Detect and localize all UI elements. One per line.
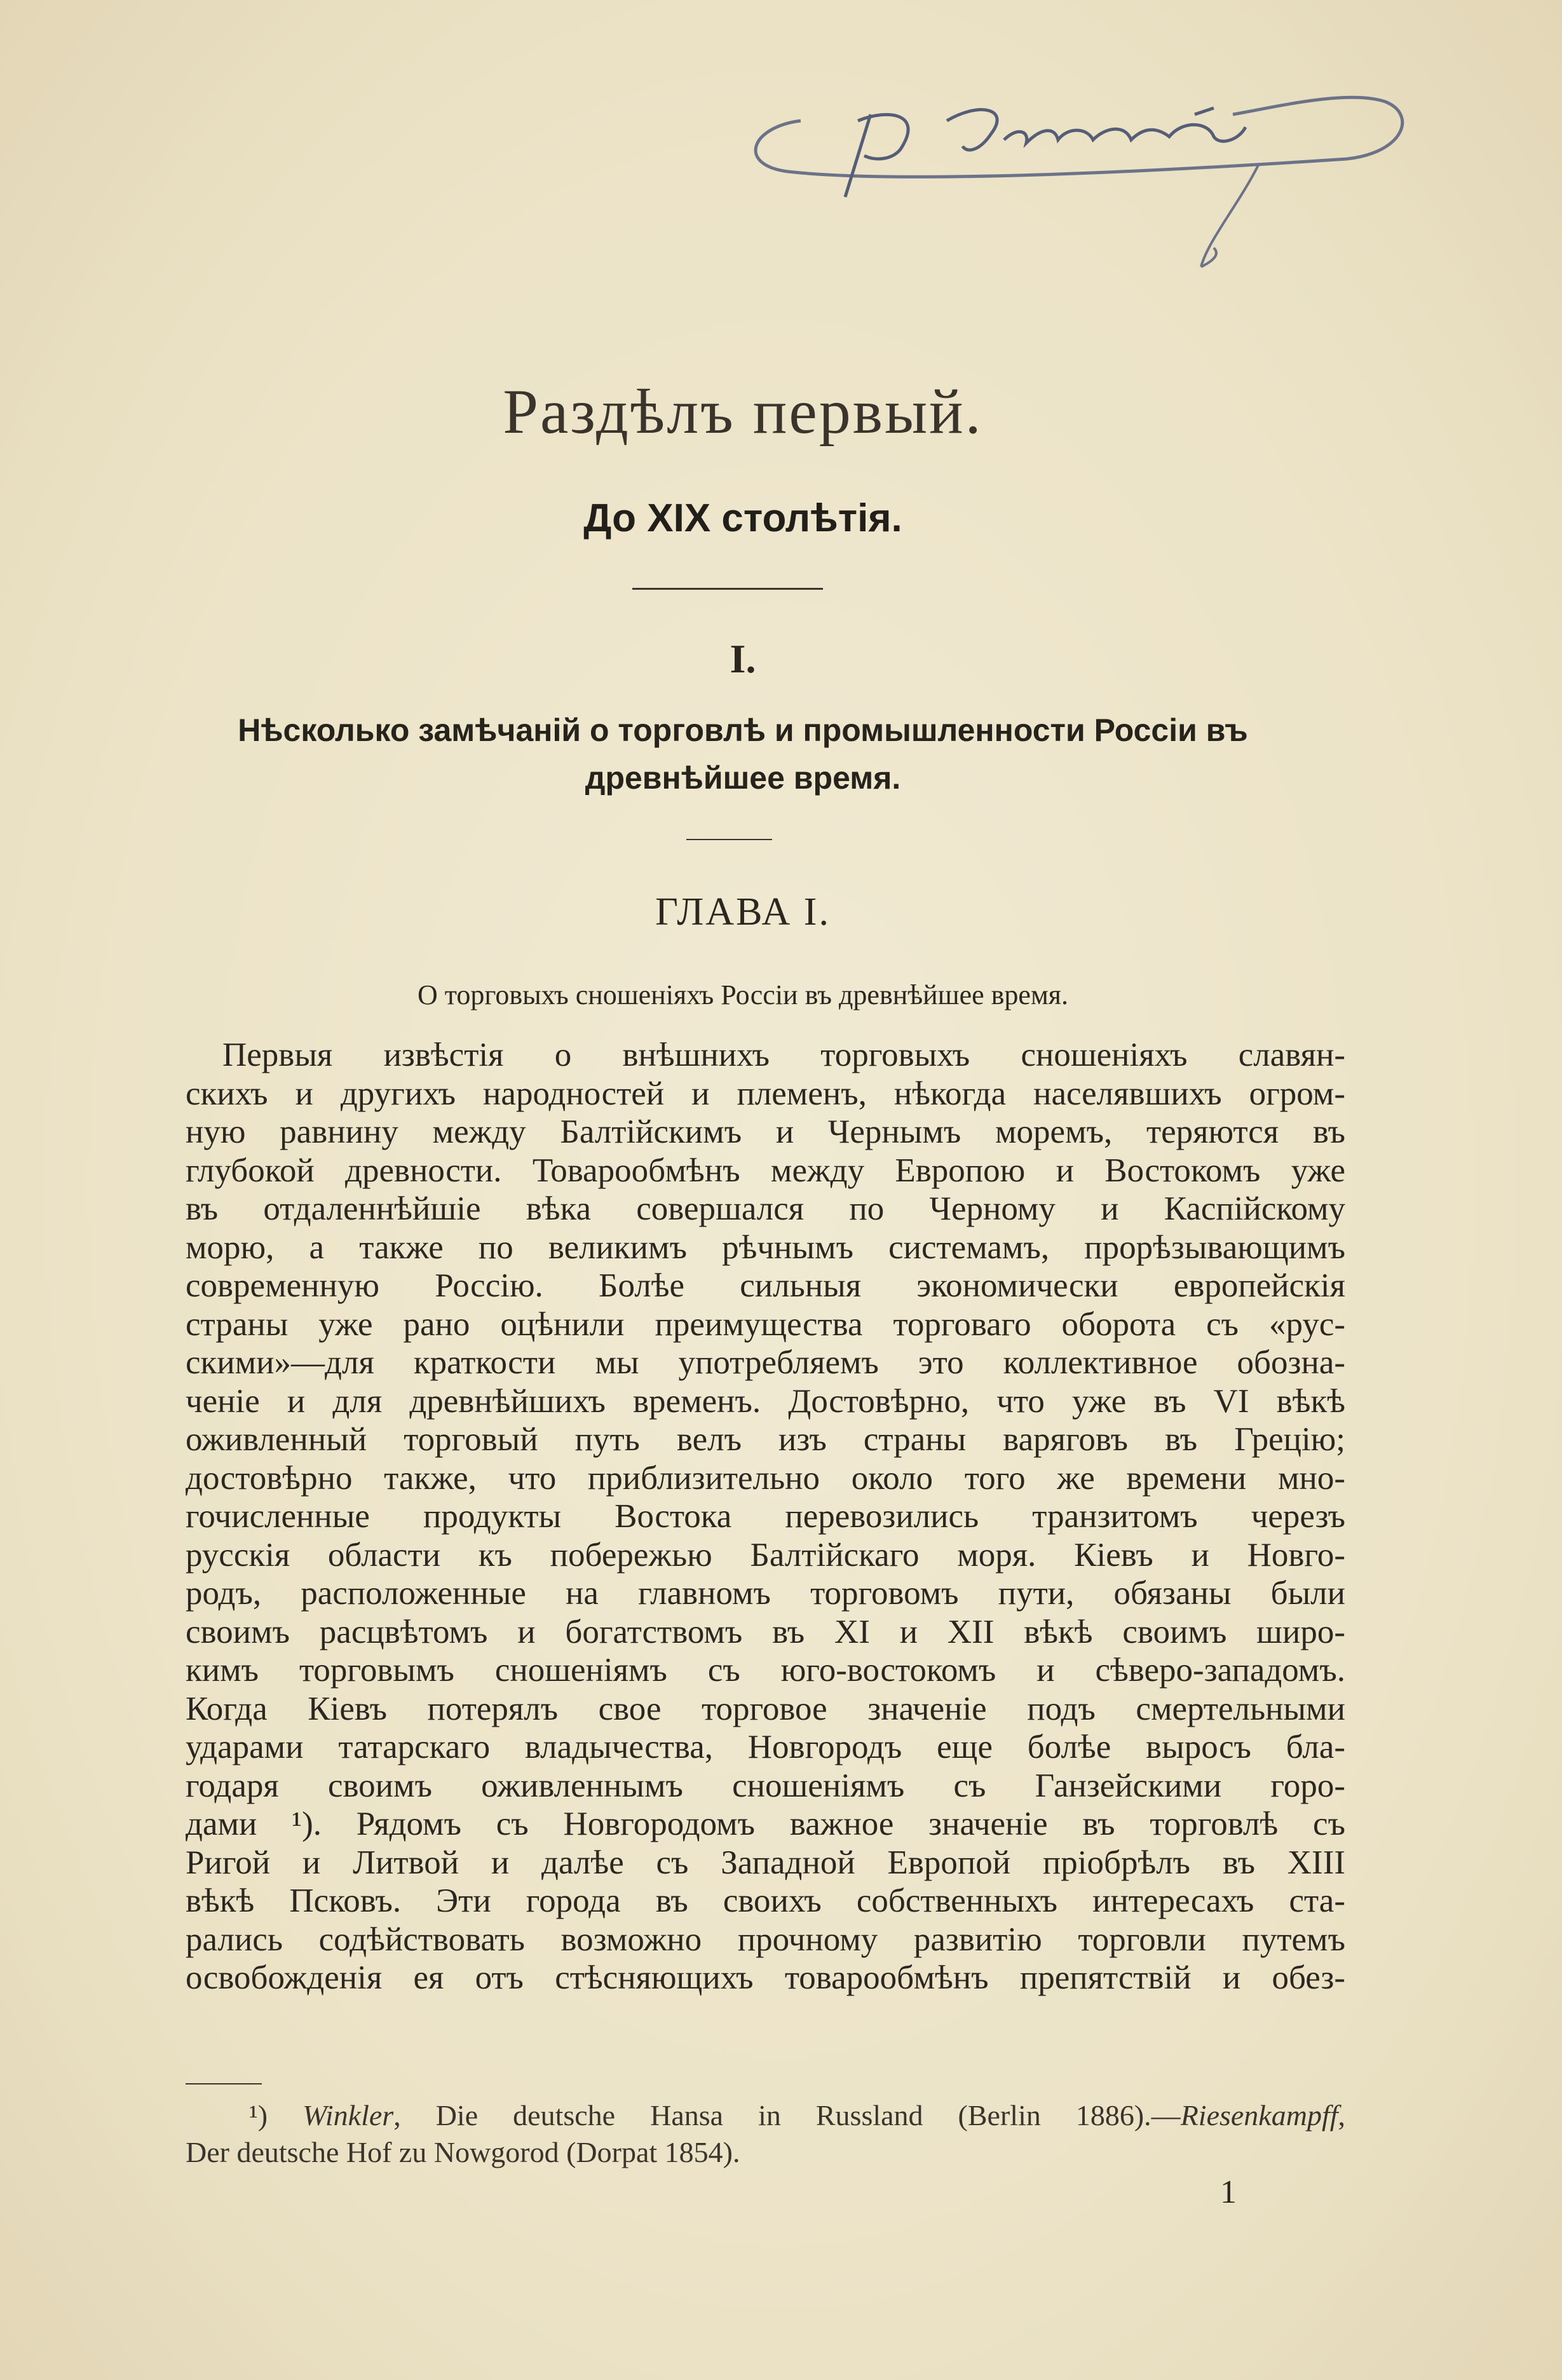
footnote-author: Riesenkampff	[1180, 2099, 1338, 2132]
body-line: освобожденія ея отъ стѣсняющихъ товарообмѣнъ препятствій и обез-	[186, 1959, 1345, 1996]
page-number: 1	[1220, 2174, 1237, 2210]
body-line: годаря своимъ оживленнымъ сношеніямъ съ Ганзейскими горо-	[186, 1767, 1345, 1804]
chapter-subtitle: О торговыхъ сношеніяхъ Россіи въ древнѣйшее время.	[417, 979, 1069, 1010]
body-line: Первыя извѣстія о внѣшнихъ торговыхъ сношеніяхъ славян-	[222, 1037, 1345, 1073]
body-line: рались содѣйствовать возможно прочному развитію торговли путемъ	[186, 1921, 1345, 1958]
body-line: страны уже рано оцѣнили преимущества торговаго оборота съ «рус-	[186, 1305, 1345, 1343]
body-line: вѣкѣ Псковъ. Эти города въ своихъ собственныхъ интересахъ ста-	[186, 1882, 1345, 1919]
body-line: Когда Кіевъ потерялъ свое торговое значеніе подъ смертельными	[186, 1690, 1345, 1727]
body-line: скими»—для краткости мы употребляемъ это коллективное обозна-	[186, 1344, 1345, 1381]
section-number: I.	[730, 636, 756, 681]
handwritten-signature	[712, 76, 1443, 280]
section-title-line: древнѣйшее время.	[585, 760, 901, 796]
body-line: русскія области къ побережью Балтійскаго моря. Кіевъ и Новго-	[186, 1536, 1345, 1574]
body-line: оживленный торговый путь велъ изъ страны варяговъ въ Грецію;	[186, 1421, 1345, 1458]
section-title-line: Нѣсколько замѣчаній о торговлѣ и промышленности Россіи въ	[238, 712, 1248, 748]
body-line: родъ, расположенные на главномъ торговомъ пути, обязаны были	[186, 1575, 1345, 1612]
body-line: дами ¹). Рядомъ съ Новгородомъ важное значеніе въ торговлѣ съ	[186, 1805, 1345, 1842]
body-line: въ отдаленнѣйшіе вѣка совершался по Черному и Каспійскому	[186, 1190, 1345, 1227]
footnote-marker: ¹)	[249, 2099, 268, 2132]
part-title: Раздѣлъ первый.	[503, 376, 983, 447]
body-line: глубокой древности. Товарообмѣнъ между Европою и Востокомъ уже	[186, 1152, 1345, 1189]
footnote-line	[186, 2097, 1345, 2134]
footnote-author: Winkler	[302, 2099, 394, 2132]
body-line: ную равнину между Балтійскимъ и Чернымъ моремъ, теряются въ	[186, 1113, 1345, 1150]
part-subtitle: До XIX столѣтія.	[583, 496, 902, 540]
divider	[686, 839, 772, 840]
body-line: ударами татарскаго владычества, Новгородъ еще болѣе выросъ бла-	[186, 1729, 1345, 1765]
divider	[632, 588, 823, 590]
body-line: морю, а также по великимъ рѣчнымъ системамъ, прорѣзывающимъ	[186, 1228, 1345, 1266]
body-line: кимъ торговымъ сношеніямъ съ юго-востокомъ и сѣверо-западомъ.	[186, 1652, 1345, 1689]
chapter-title: ГЛАВА I.	[655, 890, 831, 934]
body-line: скихъ и другихъ народностей и племенъ, нѣкогда населявшихъ огром-	[186, 1075, 1345, 1112]
footnote-line: Der deutsche Hof zu Nowgorod (Dorpat 1854).	[186, 2136, 740, 2168]
body-line: ченіе и для древнѣйшихъ временъ. Достовѣрно, что уже въ VI вѣкѣ	[186, 1382, 1345, 1420]
body-line: современную Россію. Болѣе сильныя экономически европейскія	[186, 1267, 1345, 1304]
footnote	[186, 2097, 1345, 2171]
footnote-divider	[186, 2083, 262, 2084]
body-line: своимъ расцвѣтомъ и богатствомъ въ XI и XII вѣкѣ своимъ широ-	[186, 1613, 1345, 1650]
body-text	[186, 1036, 1345, 1997]
footnote-text: , Die deutsche Hansa in Russland (Berlin 1886).—	[393, 2099, 1181, 2132]
footnote-text: ,	[1338, 2099, 1345, 2132]
body-line: Ригой и Литвой и далѣе съ Западной Европой пріобрѣлъ въ XIII	[186, 1844, 1345, 1881]
body-line: гочисленные продукты Востока перевозились транзитомъ черезъ	[186, 1498, 1345, 1535]
body-line: достовѣрно также, что приблизительно около того же времени мно-	[186, 1459, 1345, 1497]
